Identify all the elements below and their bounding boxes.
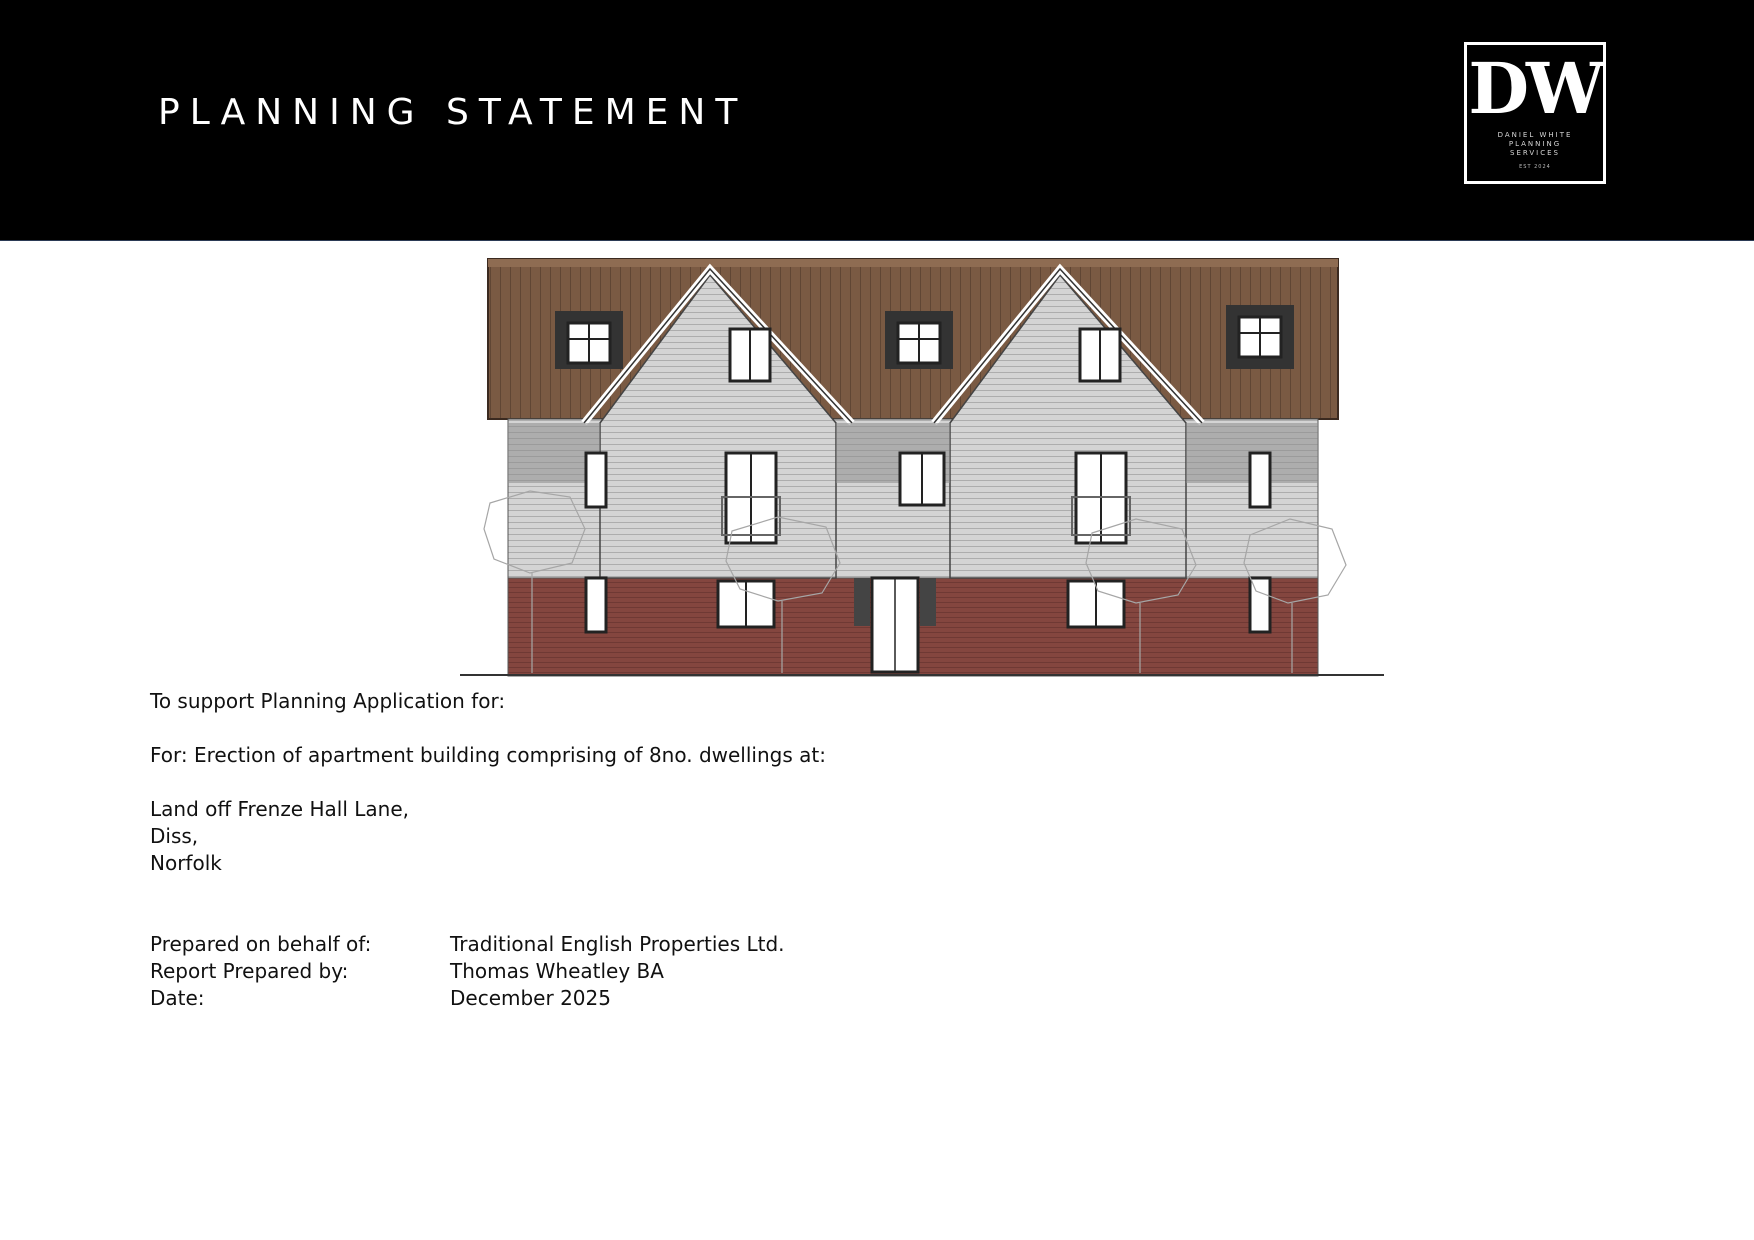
company-logo bbox=[1464, 42, 1606, 184]
meta-label: Date: bbox=[150, 986, 205, 1010]
document-title: PLANNING STATEMENT bbox=[158, 92, 748, 133]
intro-line: To support Planning Application for: bbox=[150, 689, 506, 713]
meta-value: Traditional English Properties Ltd. bbox=[450, 932, 785, 956]
logo-monogram: DW bbox=[1468, 47, 1602, 130]
dormer-middle bbox=[885, 311, 953, 369]
header-band bbox=[0, 0, 1754, 241]
meta-label: Report Prepared by: bbox=[150, 959, 349, 983]
dormer-left bbox=[555, 311, 623, 369]
address-line-3: Norfolk bbox=[150, 851, 222, 875]
meta-label: Prepared on behalf of: bbox=[150, 932, 372, 956]
meta-row-date bbox=[150, 985, 826, 1012]
meta-row-client bbox=[150, 931, 826, 958]
building-elevation-illustration bbox=[460, 253, 1384, 677]
meta-value: Thomas Wheatley BA bbox=[450, 959, 664, 983]
meta-row-author bbox=[150, 958, 826, 985]
logo-established: EST 2024 bbox=[1519, 164, 1551, 170]
meta-value: December 2025 bbox=[450, 986, 611, 1010]
proposal-line: For: Erection of apartment building comprising of 8no. dwellings at: bbox=[150, 743, 826, 767]
dormer-right bbox=[1226, 305, 1294, 369]
cover-text-block bbox=[150, 688, 826, 1012]
address-line-2: Diss, bbox=[150, 824, 199, 848]
logo-company-name: DANIEL WHITE PLANNING SERVICES bbox=[1497, 131, 1573, 157]
address-line-1: Land off Frenze Hall Lane, bbox=[150, 797, 409, 821]
